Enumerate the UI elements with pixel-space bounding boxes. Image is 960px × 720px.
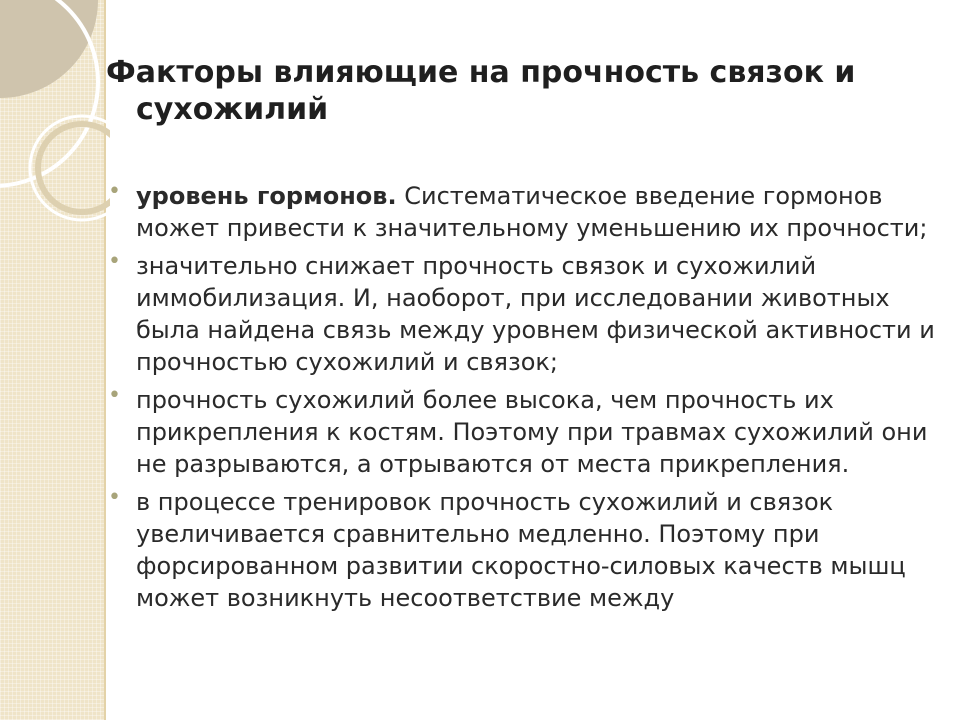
bullet-icon: • bbox=[108, 179, 121, 204]
bullet-item-attachment-strength bbox=[106, 384, 951, 480]
bullet-list bbox=[106, 180, 951, 620]
bullet-text: в процессе тренировок прочность сухожилий и связок увеличивается сравнительно медленно. Поэтому при форсированном развитии скоростно-силовых качеств мышц может возникнуть несоответствие между bbox=[136, 488, 906, 612]
bullet-text: Систематическое введение гормонов может привести к значительному уменьшению их прочности; bbox=[136, 182, 928, 242]
bullet-item-immobilization bbox=[106, 250, 951, 378]
bullet-text: значительно снижает прочность связок и сухожилий иммобилизация. И, наоборот, при исследовании животных была найдена связь между уровнем физической активности и прочностью сухожилий и связок; bbox=[136, 252, 935, 376]
quarter-circle-shape bbox=[0, 0, 98, 98]
title-line-2: сухожилий bbox=[136, 92, 329, 127]
bullet-item-training bbox=[106, 486, 951, 614]
bullet-item-hormones bbox=[106, 180, 951, 244]
decorative-ring-inner bbox=[38, 124, 110, 212]
title-line-1: Факторы влияющие на прочность связок и bbox=[106, 55, 856, 90]
decorative-circles bbox=[0, 0, 110, 260]
bullet-text: прочность сухожилий более высока, чем прочность их прикрепления к костям. Поэтому при травмах сухожилий они не разрываются, а отрываются от места прикрепления. bbox=[136, 386, 928, 478]
bullet-icon: • bbox=[108, 249, 121, 274]
bullet-icon: • bbox=[108, 383, 121, 408]
bullet-bold-text: уровень гормонов. bbox=[136, 182, 397, 210]
bullet-icon: • bbox=[108, 485, 121, 510]
slide-title bbox=[106, 54, 936, 128]
decorative-ring-outer bbox=[30, 116, 110, 220]
